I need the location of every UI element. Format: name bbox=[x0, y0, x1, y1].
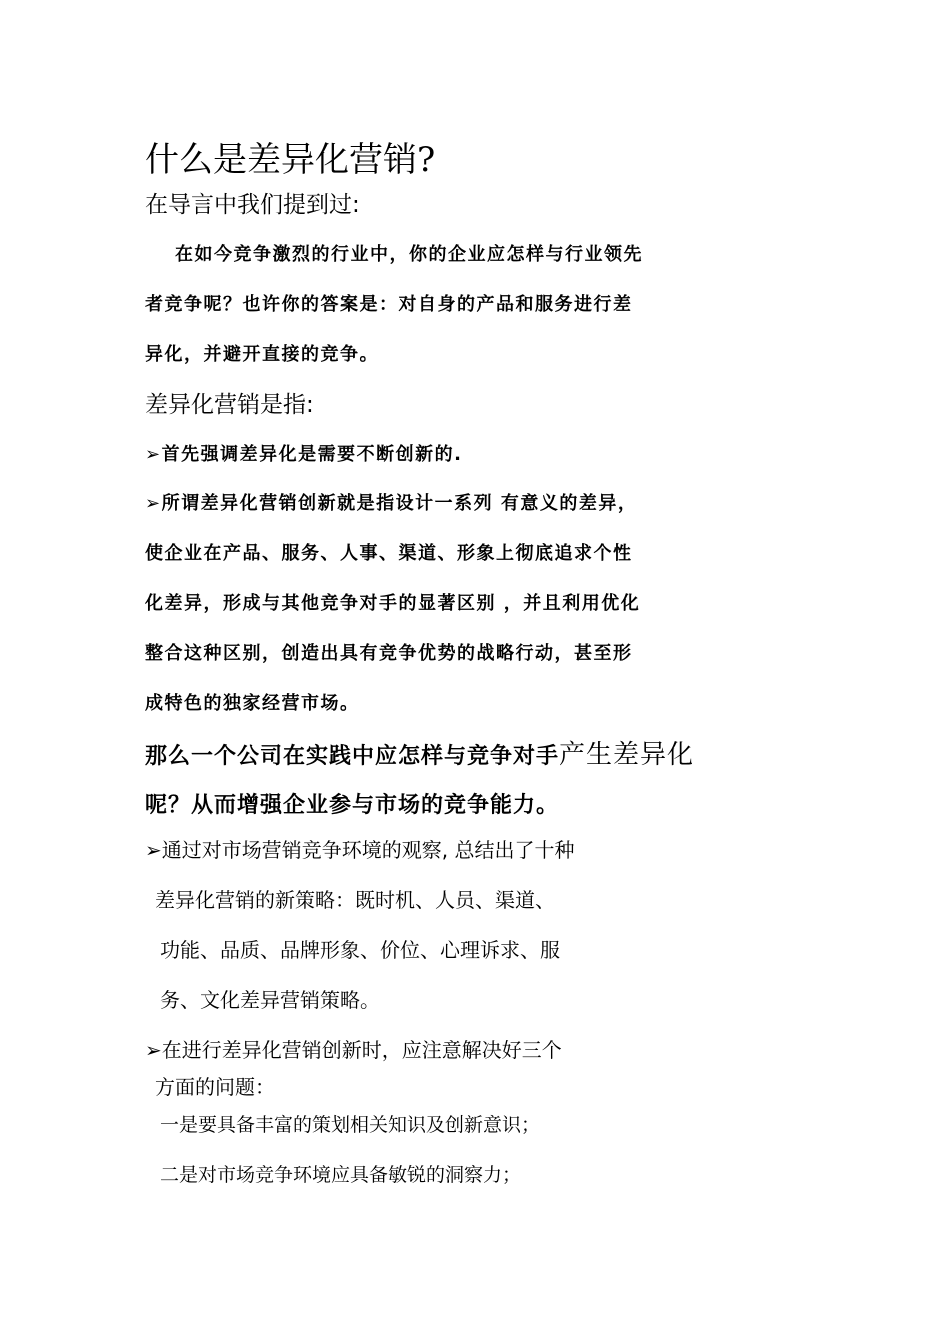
arrow-bullet-icon: ➢ bbox=[145, 838, 162, 862]
definition-continuation-line: 化差异，形成与其他竞争对手的显著区别 ，并且利用优化 bbox=[145, 593, 641, 614]
definition-continuation-line: 使企业在产品、服务、人事、渠道、形象上彻底追求个性 bbox=[145, 543, 633, 564]
issue-item: 二是对市场竞争环境应具备敏锐的洞察力； bbox=[160, 1164, 522, 1186]
arrow-bullet-icon: ➢ bbox=[145, 444, 162, 465]
intro-heading: 在导言中我们提到过: bbox=[145, 192, 360, 218]
strategies-lead-text: 通过对市场营销竞争环境的观察, 总结出了十种 bbox=[161, 838, 575, 862]
definition-point bbox=[145, 489, 637, 515]
issues-lead-text: 在进行差异化营销创新时，应注意解决好三个 bbox=[161, 1038, 562, 1062]
strategies-line: 务、文化差异营销策略。 bbox=[160, 988, 380, 1012]
strategies-lead bbox=[145, 834, 574, 863]
question-text-emphasis: 产生差异化 bbox=[559, 740, 695, 770]
definition-heading: 差异化营销是指: bbox=[145, 392, 314, 418]
issues-lead bbox=[145, 1034, 562, 1063]
intro-paragraph-line: 在如今竞争激烈的行业中，你的企业应怎样与行业领先 bbox=[175, 244, 643, 265]
question-line: 呢？从而增强企业参与市场的竞争能力。 bbox=[145, 793, 560, 818]
arrow-bullet-icon: ➢ bbox=[145, 493, 162, 514]
issue-item: 一是要具备丰富的策划相关知识及创新意识； bbox=[160, 1114, 541, 1136]
intro-paragraph-line: 者竞争呢？也许你的答案是：对自身的产品和服务进行差 bbox=[145, 294, 633, 315]
definition-continuation-line: 成特色的独家经营市场。 bbox=[145, 693, 360, 714]
strategies-line: 功能、品质、品牌形象、价位、心理诉求、服 bbox=[160, 938, 560, 962]
arrow-bullet-icon: ➢ bbox=[145, 1038, 162, 1062]
page-title: 什么是差异化营销? bbox=[145, 140, 436, 180]
definition-continuation-line: 整合这种区别，创造出具有竞争优势的战略行动，甚至形 bbox=[145, 643, 633, 664]
question-text: 那么一个公司在实践中应怎样与竞争对手 bbox=[145, 744, 560, 769]
intro-paragraph-line: 异化，并避开直接的竞争。 bbox=[145, 344, 379, 365]
definition-point-text: 所谓差异化营销创新就是指设计一系列 有意义的差异， bbox=[161, 493, 638, 514]
definition-point-text: 首先强调差异化是需要不断创新的. bbox=[161, 444, 463, 465]
issues-lead-continuation: 方面的问题： bbox=[155, 1075, 275, 1099]
definition-point bbox=[145, 440, 462, 466]
question-line bbox=[145, 734, 694, 771]
strategies-line: 差异化营销的新策略：既时机、人员、渠道、 bbox=[155, 888, 555, 912]
